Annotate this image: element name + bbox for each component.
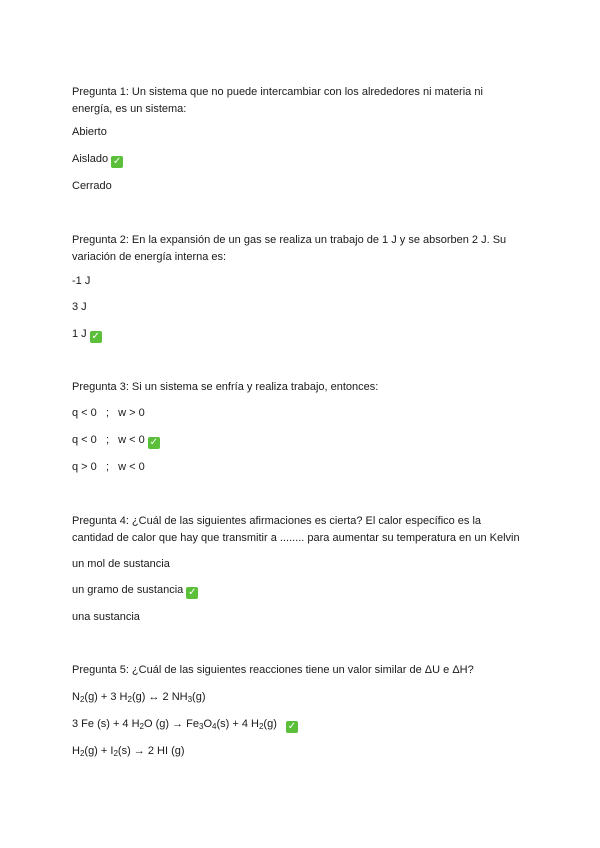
question-1 [72,84,522,192]
question-prompt: Pregunta 4: ¿Cuál de las siguientes afirmaciones es cierta? El calor específico es la cantidad de calor que hay que transmitir a ........ para aumentar su temperatura en un Kelvin [72,515,520,544]
check-mark-icon: ✓ [149,437,158,448]
option-minus-1j: -1 J [72,275,91,287]
option-q-neg-w-pos: q < 0 ; w > 0 [72,407,145,419]
question-2 [72,232,522,342]
option-3j: 3 J [72,301,87,313]
option-reaction-hydrogen-iodide: $H_2(g) + I_2(s) \to 2$ HI (g) [72,745,185,758]
option-abierto: Abierto [72,126,107,138]
option-1j-correct: 1 J ✓ [72,328,100,342]
option-q-neg-w-neg-correct: q < 0 ; w < 0 ✓ [72,434,158,448]
question-3 [72,379,522,473]
question-prompt: Pregunta 5: ¿Cuál de las siguientes reacciones tiene un valor similar de ΔU e ΔH? [72,664,474,676]
option-reaction-iron-correct: 3 Fe (s) + 4 $H_2O$ $(g) \to Fe_3O_4(s) + 4$ $H_2(g)$ ✓ [72,718,297,732]
option-q-pos-w-neg: q > 0 ; w < 0 [72,461,145,473]
option-un-mol: un mol de sustancia [72,558,170,570]
check-mark-icon: ✓ [188,587,197,598]
question-prompt: Pregunta 2: En la expansión de un gas se realiza un trabajo de 1 J y se absorben 2 J. Su variación de energía interna es: [72,234,507,263]
check-mark-icon: ✓ [287,721,297,732]
question-prompt: Pregunta 1: Un sistema que no puede intercambiar con los alrededores ni materia ni energía, es un sistema: [72,86,483,115]
option-reaction-ammonia: $N_2(g) + 3$ $H_2(g)$ ↔ 2 $NH_3(g)$ [72,691,206,704]
option-aislado-correct: Aislado ✓ [72,153,122,167]
check-mark-icon: ✓ [91,331,100,342]
option-cerrado: Cerrado [72,180,112,192]
question-prompt: Pregunta 3: Si un sistema se enfría y realiza trabajo, entonces: [72,381,379,393]
option-una-sustancia: una sustancia [72,611,140,623]
option-un-gramo-correct: un gramo de sustancia ✓ [72,584,197,598]
question-4 [72,513,522,623]
check-mark-icon: ✓ [112,156,122,167]
question-5 [72,662,522,758]
